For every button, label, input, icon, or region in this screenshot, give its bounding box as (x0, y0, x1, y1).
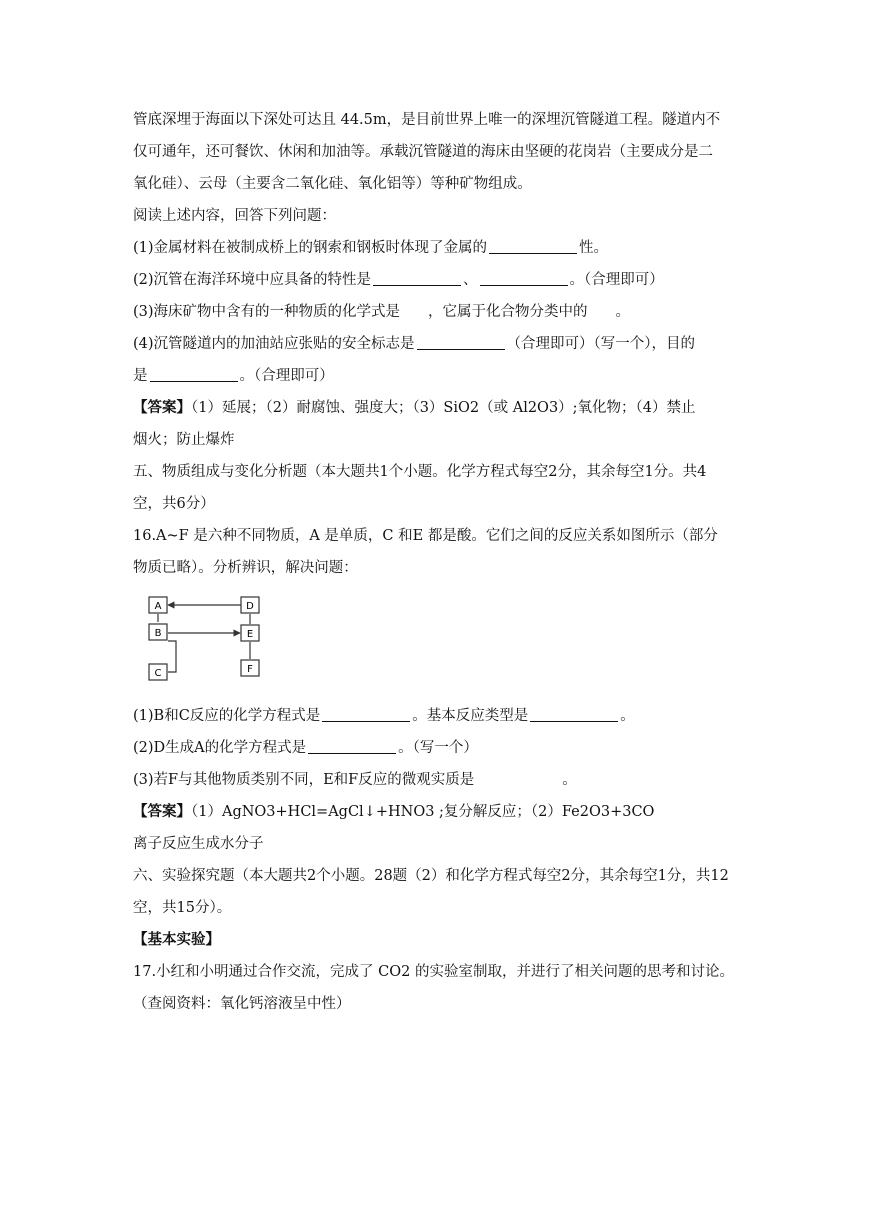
q16-part1-text: (1)B和C反应的化学方程式是 (133, 708, 321, 724)
box-label: F (247, 664, 253, 675)
q16-part1 (133, 700, 741, 732)
q16-answer (133, 796, 741, 828)
q16-stem: 16.A~F 是六种不同物质，A 是单质，C 和E 都是酸。它们之间的反应关系如图所示（部分 (133, 528, 718, 544)
q15-part4b-text: 是 (133, 368, 148, 384)
q16-part1-tail: 。 (620, 708, 635, 724)
reading-prompt: 阅读上述内容，回答下列问题： (133, 208, 336, 224)
q15-answer-text: （1）延展；（2）耐腐蚀、强度大；（3）SiO2（或 Al2O3）;氧化物；（4）禁止 (191, 400, 696, 416)
q15-part4b-tail: 。（合理即可） (239, 368, 334, 384)
intro-line-1: 管底深埋于海面以下深处可达且 44.5m，是目前世界上唯一的深埋沉管隧道工程。隧道内不 (133, 112, 721, 128)
link-c-b (168, 641, 176, 672)
q16-part2-text: (2)D生成A的化学方程式是 (133, 740, 307, 756)
answer-blank[interactable] (322, 707, 410, 722)
reaction-diagram (143, 594, 283, 694)
q16-part3-tail: 。 (562, 772, 577, 788)
q16-stem-cont: 物质已略）。分析辨识，解决问题： (133, 560, 358, 576)
box-label: E (246, 629, 254, 640)
q17-stem: 17.小红和小明通过合作交流，完成了 CO2 的实验室制取，并进行了相关问题的思考和讨论。 (133, 964, 734, 980)
section6-title-cont: 空，共15分）。 (133, 900, 232, 916)
q17-note: （查阅资料：氧化钙溶液呈中性） (133, 996, 351, 1012)
q15-part4-tail: （合理即可）（写一个），目的 (506, 336, 696, 352)
box-label: A (154, 601, 162, 612)
answer-blank[interactable] (530, 707, 618, 722)
document-page (133, 104, 741, 1020)
answer-blank[interactable] (150, 367, 238, 382)
q15-answer-cont: 烟火；防止爆炸 (133, 432, 235, 448)
section5-title: 五、物质组成与变化分析题（本大题共1个小题。化学方程式每空2分，其余每空1分。共4 (133, 464, 707, 480)
q15-part4-text: (4)沉管隧道内的加油站应张贴的安全标志是 (133, 336, 415, 352)
q15-part1-tail: 性。 (579, 240, 609, 256)
q15-part4b (133, 360, 741, 392)
q15-part1-text: (1)金属材料在被制成桥上的钢索和钢板时体现了金属的 (133, 240, 488, 256)
q15-part2-text: (2)沉管在海洋环境中应具备的特性是 (133, 272, 372, 288)
q15-part2-sep: 、 (463, 272, 478, 288)
q15-part3-tail: 。 (615, 304, 631, 320)
intro-line-2: 仅可通年，还可餐饮、休闲和加油等。承载沉管隧道的海床由坚硬的花岗岩（主要成分是二 (133, 144, 713, 160)
q15-part3 (133, 296, 741, 328)
answer-blank[interactable] (308, 739, 396, 754)
subsection-title: 【基本实验】 (133, 931, 220, 948)
intro-line-3: 氧化硅）、云母（主要含二氧化硅、氧化铝等）等种矿物组成。 (133, 176, 532, 192)
q15-part3-text: (3)海床矿物中含有的一种物质的化学式是 (133, 304, 401, 320)
answer-blank[interactable] (373, 271, 461, 286)
box-label: D (246, 601, 254, 612)
q16-part3-text: (3)若F与其他物质类别不同，E和F反应的微观实质是 (133, 772, 475, 788)
answer-blank[interactable] (417, 335, 505, 350)
box-label: C (154, 668, 162, 679)
q16-answer-cont: 离子反应生成水分子 (133, 836, 264, 852)
q15-answer (133, 392, 741, 424)
q15-part4 (133, 328, 741, 360)
answer-blank[interactable] (489, 239, 577, 254)
answer-blank[interactable] (480, 271, 568, 286)
q16-answer-text: （1）AgNO3+HCl=AgCl↓+HNO3 ;复分解反应；（2）Fe2O3+3CO (191, 804, 655, 820)
section6-title: 六、实验探究题（本大题共2个小题。28题（2）和化学方程式每空2分，其余每空1分，共12 (133, 868, 729, 884)
q16-part2-tail: 。（写一个） (398, 740, 478, 756)
q15-part3-mid: ，它属于化合物分类中的 (428, 304, 588, 320)
q16-part3 (133, 764, 741, 796)
section5-title-cont: 空，共6分） (133, 496, 215, 512)
reaction-diagram-svg (143, 594, 283, 694)
q15-part2-tail: 。（合理即可） (569, 272, 664, 288)
q15-part1 (133, 232, 741, 264)
q16-part2 (133, 732, 741, 764)
q16-part1-mid: 。基本反应类型是 (412, 708, 529, 724)
q15-part2 (133, 264, 741, 296)
answer-tag: 【答案】 (133, 399, 191, 416)
box-label: B (154, 628, 162, 639)
answer-tag: 【答案】 (133, 803, 191, 820)
